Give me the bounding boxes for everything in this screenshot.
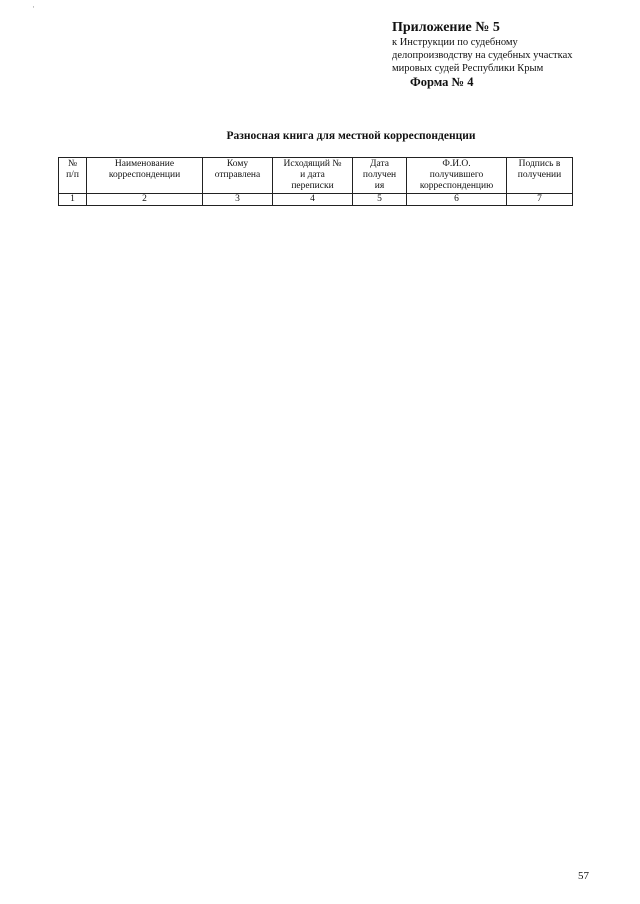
column-header-outgoing-number: Исходящий № и дата переписки <box>273 158 353 194</box>
table-header-row <box>59 158 573 194</box>
register-table <box>58 157 573 206</box>
column-number: 5 <box>353 194 407 206</box>
corner-mark: · <box>32 2 35 12</box>
column-number: 6 <box>407 194 507 206</box>
column-number: 1 <box>59 194 87 206</box>
form-number: Форма № 4 <box>410 75 474 89</box>
appendix-line-1: к Инструкции по судебному <box>392 37 518 48</box>
column-number: 2 <box>87 194 203 206</box>
column-number: 4 <box>273 194 353 206</box>
column-header-recipient: Кому отправлена <box>203 158 273 194</box>
column-header-received-date: Дата получен ия <box>353 158 407 194</box>
column-header-number: № п/п <box>59 158 87 194</box>
column-number: 3 <box>203 194 273 206</box>
column-header-recipient-name: Ф.И.О. получившего корреспонденцию <box>407 158 507 194</box>
appendix-line-3: мировых судей Республики Крым <box>392 63 544 74</box>
document-title: Разносная книга для местной корреспонденции <box>226 130 476 142</box>
column-header-signature: Подпись в получении <box>507 158 573 194</box>
column-header-correspondence-name: Наименование корреспонденции <box>87 158 203 194</box>
appendix-line-2: делопроизводству на судебных участках <box>392 50 573 61</box>
appendix-block <box>392 20 612 90</box>
column-number: 7 <box>507 194 573 206</box>
appendix-title: Приложение № 5 <box>392 20 500 35</box>
page-number: 57 <box>578 870 589 882</box>
column-number-row <box>59 194 573 206</box>
